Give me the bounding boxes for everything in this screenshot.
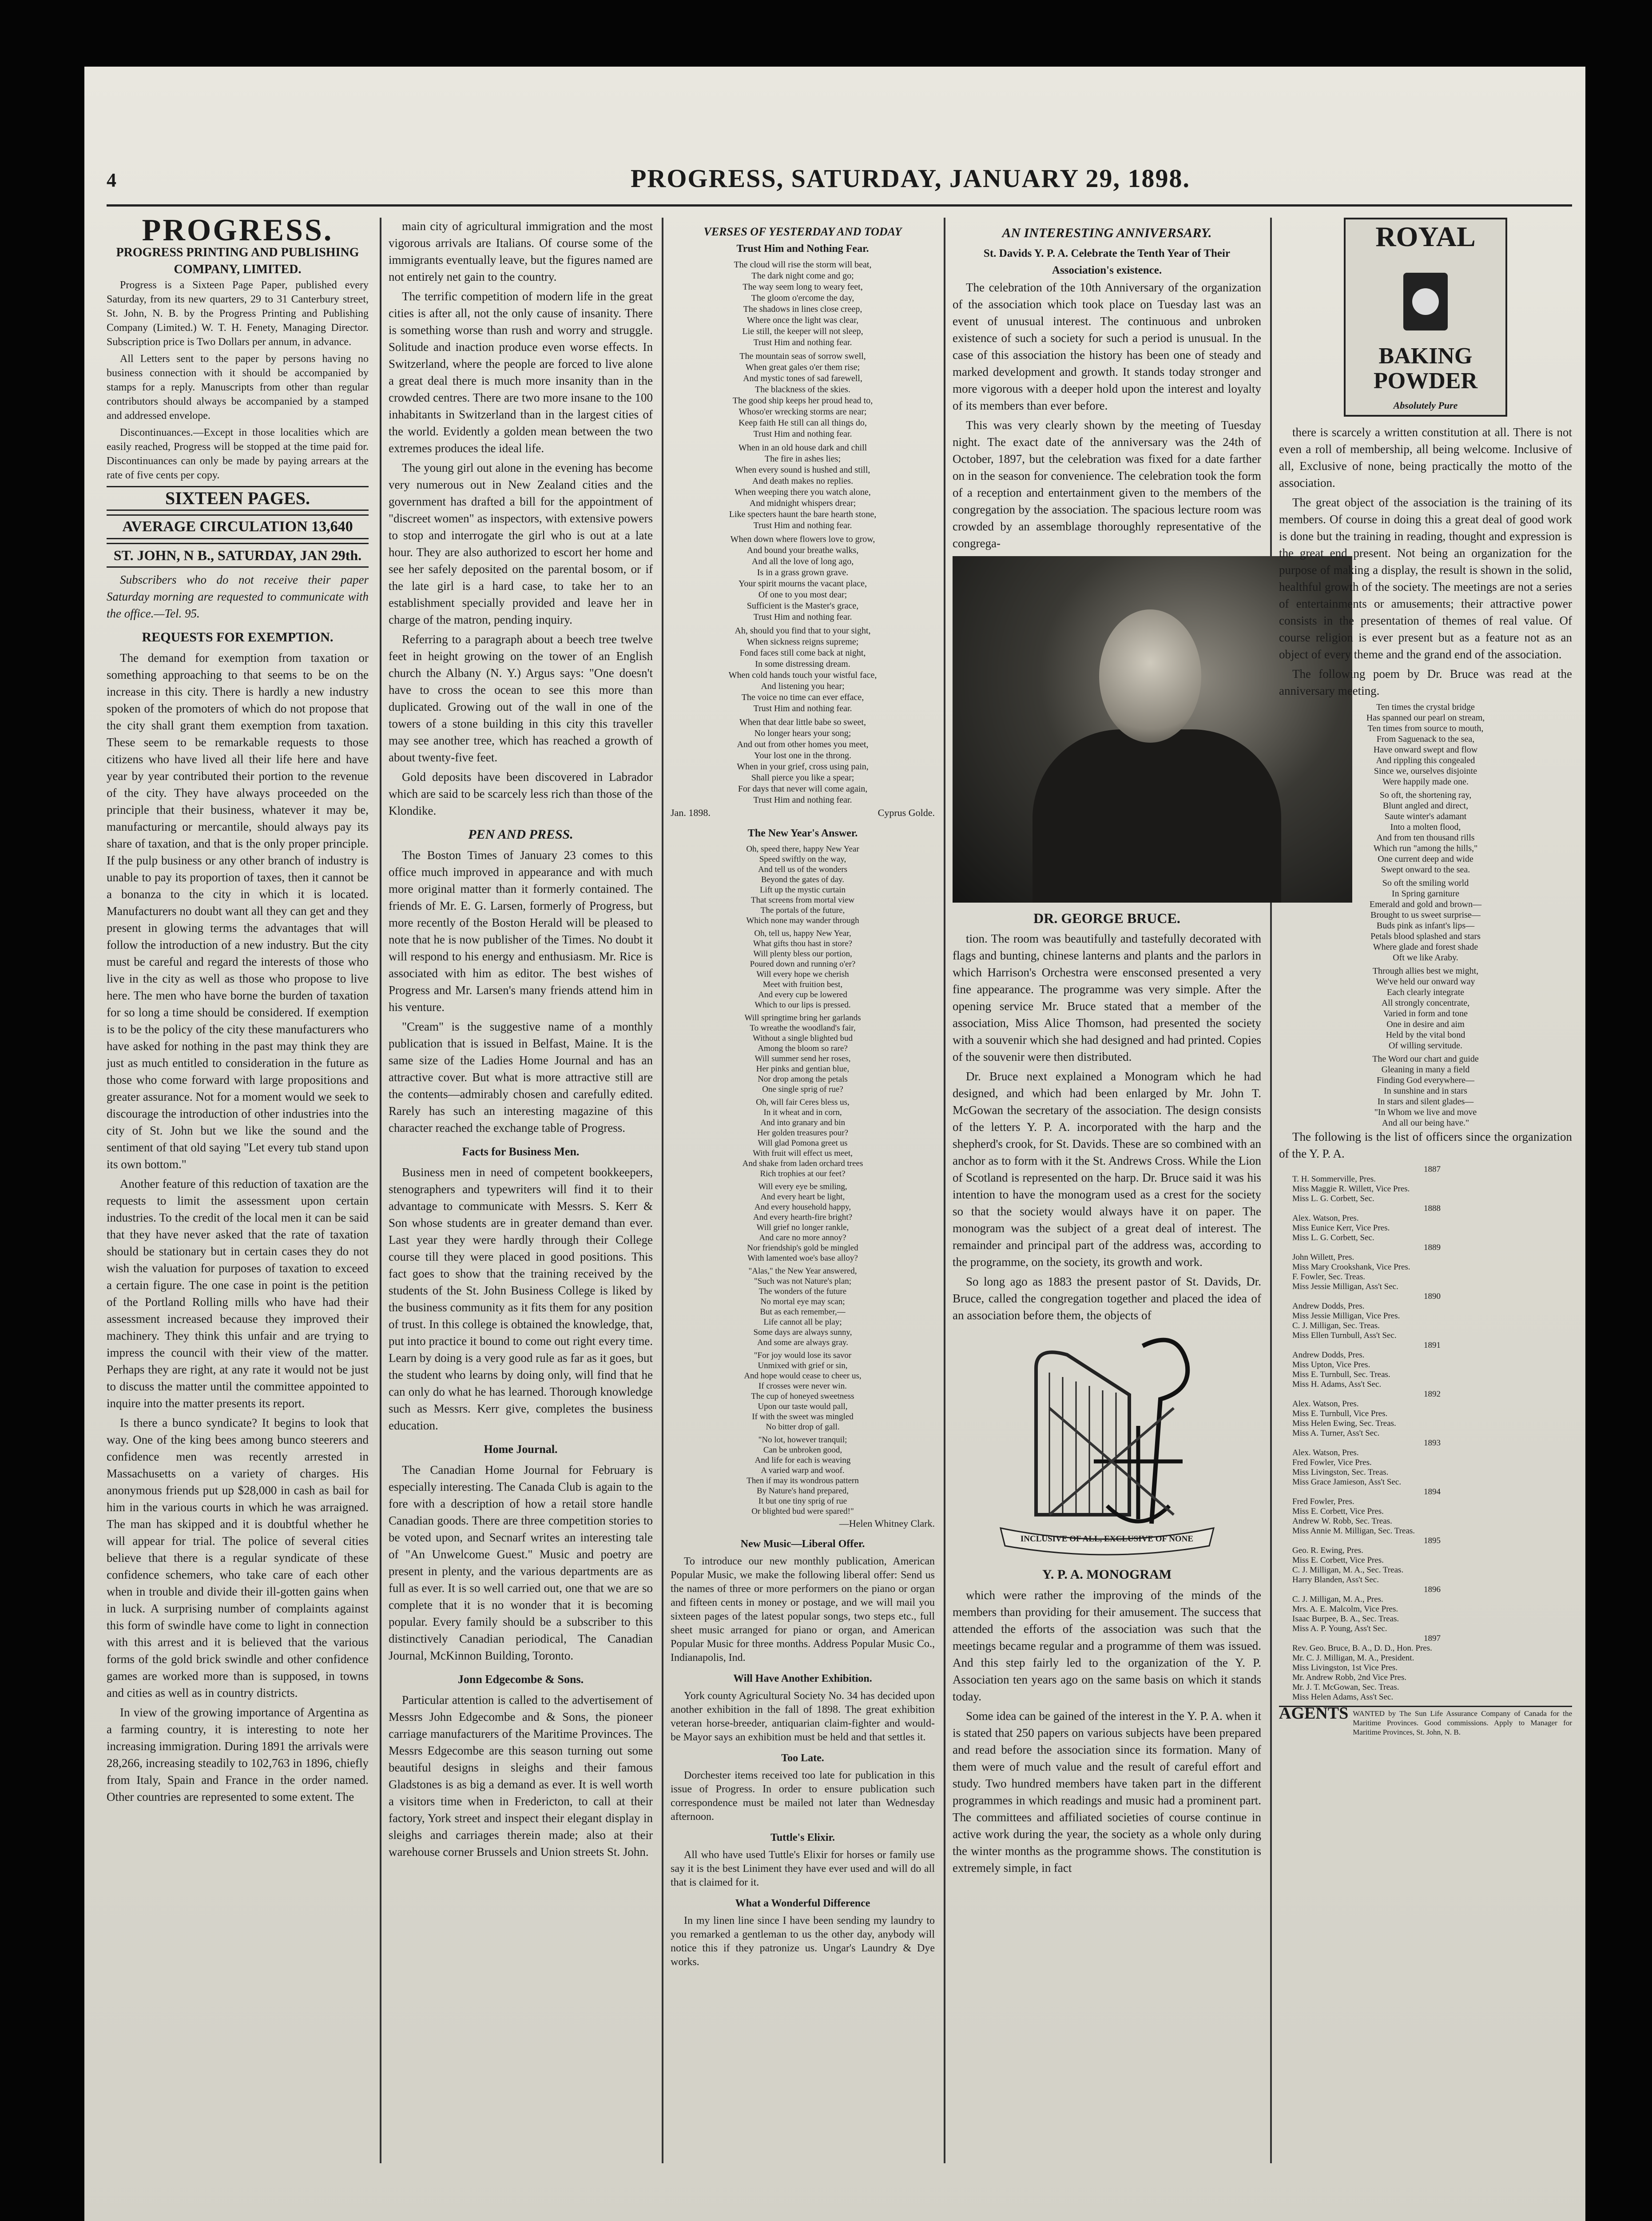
agents-label: AGENTS — [1279, 1704, 1349, 1723]
article-paragraph: Gold deposits have been discovered in Labrador which are said to be scarcely less rich than those of the Klondike. — [389, 770, 653, 817]
officer-entry: Miss Ellen Turnbull, Ass't Sec. — [1292, 1331, 1397, 1340]
officer-entry: Isaac Burpee, B. A., Sec. Treas. — [1292, 1614, 1399, 1624]
poem-line: And life for each is weaving — [755, 1456, 851, 1465]
poem-line: Nor friendship's gold be mingled — [747, 1243, 858, 1253]
poem-line: "In Whom we live and move — [1374, 1107, 1477, 1117]
article-paragraph: The terrific competition of modern life in the great cities is after all, not the only cause of insanity. There is something worse than rush and worry and struggle. Solitude and inaction produce even worse effects. In Switzerland, where the people are forced to live alone a great deal there is much more insanity than in the crowded centres. There are two more insane to the 100 inhabitants in Switzerland than in the largest cities of the world. Evidently a golden mean between the two extremes produces the ideal life. — [389, 290, 653, 455]
poem-date: Jan. 1898. — [671, 807, 711, 818]
poem-line: Sufficient is the Master's grace, — [747, 601, 859, 611]
poem-line: Speed swiftly on the way, — [759, 855, 846, 864]
article-paragraph: Some idea can be gained of the interest in the Y. P. A. when it is stated that 250 papers on various subjects have been prepared and read before the association since its formation. Many of them were of much value and the result of careful effort and study. Two hundred members have taken part in the different programmes in which readings and music had a prominent part. The committees and affiliated societies of course continue in active work during the year, the society as a whole only during the winter months as the programme shows. The constitution is extremely simple, in fact — [953, 1709, 1261, 1875]
poem-line: And tell us of the wonders — [758, 865, 848, 874]
poem-line: And every heart be light, — [760, 1192, 845, 1202]
officer-entry: F. Fowler, Sec. Treas. — [1292, 1272, 1365, 1282]
poem-line: When that dear little babe so sweet, — [739, 717, 866, 727]
poem-line: Meet with fruition best, — [762, 980, 843, 989]
article-heading: What a Wonderful Difference — [735, 1898, 870, 1909]
section-heading: VERSES OF YESTERDAY AND TODAY — [703, 225, 902, 238]
officer-entry: Miss Jessie Milligan, Vice Pres. — [1292, 1311, 1400, 1321]
poem-line: In stars and silent glades— — [1377, 1097, 1474, 1107]
poem-line: Some days are always sunny, — [753, 1328, 852, 1337]
officer-entry: Miss Eunice Kerr, Vice Pres. — [1292, 1223, 1390, 1233]
officer-entry: Miss E. Corbett, Vice Pres. — [1292, 1556, 1384, 1565]
officer-entry: C. J. Milligan, M. A., Pres. — [1292, 1595, 1383, 1604]
dateline: ST. JOHN, N B., SATURDAY, JAN 29th. — [107, 543, 369, 568]
poem-line: Will summer send her roses, — [755, 1054, 851, 1063]
officer-entry: Miss Upton, Vice Pres. — [1292, 1360, 1370, 1369]
article-paragraph: The following poem by Dr. Bruce was read at the anniversary meeting. — [1279, 667, 1572, 697]
poem-line: Were happily made one. — [1382, 777, 1469, 787]
article-paragraph: main city of agricultural immigration and the most vigorous arrivals are Italians. Of course some of the immigrants eventually leave, but the figures named are not entirely net gain to the country. — [389, 219, 653, 283]
article-paragraph: Particular attention is called to the advertisement of Messrs John Edgecombe and & Sons, the pioneer carriage manufacturers of the Maritime Provinces. The Messrs Edgecombe are this season turning out some beautiful designs in sleighs and their famous Gladstones is as big a demand as ever. It is well worth a visitors time when in Fredericton, to call at their factory, York street and inspect their elegant display in sleighs and carriages therein made; also at their warehouse corner Brussels and Union streets St. John. — [389, 1693, 653, 1859]
article-heading: Facts for Business Men. — [462, 1145, 580, 1158]
poem-line: So oft, the shortening ray, — [1379, 790, 1472, 800]
article-paragraph: In my linen line since I have been sending my laundry to you remarked a gentleman to us the other day, anybody will notice this if they patronize us. Ungar's Laundry & Dye works. — [671, 1915, 935, 1968]
poem-author: Cyprus Golde. — [878, 807, 935, 818]
poem-line: Keep faith He still can all things do, — [739, 418, 867, 428]
poem-line: That screens from mortal view — [751, 896, 855, 905]
poem-line: When cold hands touch your wistful face, — [728, 670, 877, 680]
poem-line: Among the bloom so rare? — [758, 1044, 848, 1053]
poem-line: "Such was not Nature's plan; — [754, 1277, 852, 1286]
officers-year: 1896 — [1424, 1585, 1441, 1594]
poem-line: Will every eye be smiling, — [758, 1182, 847, 1191]
poem-author: —Helen Whitney Clark. — [839, 1518, 935, 1529]
poem-line: Lift up the mystic curtain — [759, 885, 846, 895]
officer-entry: Miss Livingston, Sec. Treas. — [1292, 1468, 1389, 1477]
poem-line: Will glad Pomona greet us — [758, 1138, 848, 1148]
baking-powder-can-icon — [1399, 268, 1452, 335]
officer-entry: Alex. Watson, Pres. — [1292, 1214, 1359, 1223]
officers-year: 1894 — [1424, 1487, 1441, 1497]
article-subheading: St. Davids Y. P. A. Celebrate the Tenth Year of Their Association's existence. — [983, 247, 1231, 276]
officer-entry: Miss E. Turnbull, Sec. Treas. — [1292, 1370, 1390, 1379]
poem-line: Trust Him and nothing fear. — [753, 795, 852, 805]
poem-line: Oh, speed there, happy New Year — [746, 844, 859, 854]
subscriber-note: Subscribers who do not receive their paper Saturday morning are requested to communicate with the office.—Tel. 95. — [107, 573, 369, 620]
masthead: PROGRESS. — [142, 213, 334, 247]
poem-line: One single sprig of rue? — [762, 1085, 843, 1094]
poem-line: Lie still, the keeper will not sleep, — [742, 326, 863, 336]
officer-entry: Mrs. A. E. Malcolm, Vice Pres. — [1292, 1604, 1398, 1614]
poem-line: To wreathe the woodland's fair, — [750, 1023, 856, 1033]
page-number: 4 — [107, 169, 116, 191]
poem-line: If with the sweet was mingled — [752, 1412, 854, 1421]
poem-line: Buds pink as infant's lips— — [1376, 921, 1475, 931]
monogram-caption: Y. P. A. MONOGRAM — [1042, 1567, 1172, 1582]
portrait-face — [1099, 609, 1201, 743]
officer-entry: Miss A. Turner, Ass't Sec. — [1292, 1429, 1380, 1438]
officer-entry: Miss Livingston, 1st Vice Pres. — [1292, 1663, 1398, 1672]
officers-year: 1892 — [1424, 1389, 1441, 1399]
poem-line: A varied warp and woof. — [761, 1466, 845, 1475]
article-paragraph: The demand for exemption from taxation or something approaching to that seems to be on the increase in this city. There is hardly a new industry spoken of the promoters of which do not propose that the city shall grant them exemption from taxation. These seem to be remarkable requests to those citizens who have lived all their life here and have year by year contributed their portion to the revenue of the city. They have always proceeded on the principle that their business, whatever it may be, manufacturing or mercantile, should always pay its share of taxation, and that is the only proper principle. If the pulp business or any other branch of industry is unable to pay its proportion of taxes, then it cannot be a bonanza to the city in which it is located. Manufacturers no doubt want all they can get and they present in glowing terms the advantages that will follow the introduction of a new industry. But the city must be careful and regard the interests of those who live in the city as well as those who propose to live here. The men who have borne the burden of taxation for so long a time should be considered. If exemption is to be the policy of the city these manufacturers who have asked for nothing in the past may think they are just as much entitled to consideration in the future as those who come forward with large propositions and greater assurance. Not for a moment would we seek to discourage the introduction of other industries into the city of St. John but we like the sound and the sentiment of that old saying "Let every tub stand upon its own bottom." — [107, 651, 369, 1171]
poem-line: Trust Him and nothing fear. — [753, 704, 852, 713]
poem-line: And listening you hear; — [761, 681, 845, 691]
officer-entry: Rev. Geo. Bruce, B. A., D. D., Hon. Pres. — [1292, 1644, 1432, 1653]
poem-line: Can be unbroken good, — [763, 1445, 842, 1455]
officers-year: 1890 — [1424, 1292, 1441, 1301]
officer-entry: Miss Helen Adams, Ass't Sec. — [1292, 1692, 1394, 1702]
poem-line: Saute winter's adamant — [1384, 812, 1467, 821]
article-paragraph: Dorchester items received too late for publication in this issue of Progress. In order to ensure publication such correspondence must be mailed not later than Wednesday afternoon. — [671, 1770, 935, 1823]
poem-line: Have onward swept and flow — [1373, 745, 1478, 755]
poem — [1279, 702, 1572, 1128]
poem-line: Brought to us sweet surprise— — [1370, 910, 1481, 920]
poem-line: Unmixed with grief or sin, — [758, 1361, 848, 1370]
poem-line: When every sound is hushed and still, — [735, 465, 870, 475]
pages-banner: SIXTEEN PAGES. — [107, 486, 369, 511]
poem-line: Blunt angled and direct, — [1382, 801, 1469, 811]
article-paragraph: which were rather the improving of the minds of the members than providing for their amusement. The success that attended the efforts of the association was such that the meetings became regular and a programme of them was issued. And this step fairly led to the organization of the Y. P. Association ten years ago on the same basis on which it stands today. — [953, 1588, 1261, 1703]
officers-year: 1895 — [1424, 1536, 1441, 1545]
officer-entry: Fred Fowler, Pres. — [1292, 1497, 1354, 1506]
poem-line: Fond faces still come back at night, — [739, 648, 866, 658]
poem-line: Will every hope we cherish — [756, 970, 849, 979]
article-paragraph: The following is the list of officers since the organization of the Y. P. A. — [1279, 1130, 1572, 1160]
column-rule — [944, 218, 945, 2163]
column-4 — [953, 218, 1261, 1879]
poem-line: And all our being have." — [1382, 1118, 1469, 1128]
ad-tagline: Absolutely Pure — [1393, 400, 1458, 411]
page-header — [107, 155, 1572, 207]
officer-entry: Alex. Watson, Pres. — [1292, 1448, 1359, 1457]
agents-text: WANTED by The Sun Life Assurance Company of Canada for the Maritime Provinces. Good commissions. Apply to Manager for Maritime Provinces, St. John, N. B. — [1353, 1709, 1572, 1736]
officers-year: 1897 — [1424, 1634, 1441, 1643]
officers-year: 1891 — [1424, 1341, 1441, 1350]
poem-line: And care no more annoy? — [759, 1233, 846, 1242]
column-1 — [107, 213, 369, 1808]
poem-line: Oh, will fair Ceres bless us, — [756, 1098, 850, 1107]
poem-line: Of one to you most dear; — [758, 590, 847, 600]
poem-line: Where once the light was clear, — [747, 315, 859, 325]
ad-brand-top: ROYAL — [1375, 221, 1476, 252]
poem-line: Will springtime bring her garlands — [744, 1013, 861, 1023]
officer-entry: Miss Maggie R. Willett, Vice Pres. — [1292, 1184, 1410, 1194]
article-paragraph: York county Agricultural Society No. 34 has decided upon another exhibition in the fall of 1898. The great exhibition veteran horse-breeder, antiquarian claim-fighter and would-be Mayor says an exhibition must be held and that settles it. — [671, 1690, 935, 1743]
poem-title: Trust Him and Nothing Fear. — [736, 243, 869, 255]
column-3 — [671, 218, 935, 1972]
poem-line: Finding God everywhere— — [1377, 1075, 1474, 1085]
article-paragraph: The celebration of the 10th Anniversary of the organization of the association which took place on Tuesday last was an event of unusual interest. The continuous and unbroken existence of such a society for such a period is unusual. In the case of this association the history has been one of steady and marked development and growth. It stands today stronger and more vigorous with a deeper hold upon the interest and loyalty of its members than ever before. — [953, 281, 1261, 412]
poem-line: The cloud will rise the storm will beat, — [734, 260, 872, 270]
poem-line: Is in a grass grown grave. — [757, 568, 849, 577]
poem-line: In Spring garniture — [1391, 889, 1460, 899]
officer-entry: Andrew W. Robb, Sec. Treas. — [1292, 1516, 1392, 1526]
poem-line: Ten times the crystal bridge — [1376, 702, 1475, 712]
page-title: PROGRESS, SATURDAY, JANUARY 29, 1898. — [631, 164, 1191, 193]
article-paragraph: The great object of the association is the training of its members. Of course in doing this a great deal of good work is done but the training in reading, thought and expression is the great end present. Not being an organization for the purpose of making a display, the result is shown in the solid, healthful growth of the society. The meetings are not a series of entertainments or amusements; their attractive power consists in the presentation of themes of real value. Of course religion is ever present but as a feature not as an object of every theme and the grand end of the association. — [1279, 496, 1572, 661]
poem-line: The blackness of the skies. — [755, 385, 850, 394]
monogram-image — [983, 1328, 1231, 1559]
officers-year: 1887 — [1424, 1165, 1441, 1174]
poem-line: And mystic tones of sad farewell, — [743, 374, 862, 383]
officer-entry: Geo. R. Ewing, Pres. — [1292, 1546, 1363, 1555]
poem-line: With fruit will effect us meet, — [753, 1149, 853, 1158]
article-paragraph: "Cream" is the suggestive name of a monthly publication that is issued in Belfast, Maine. It is the same size of the Ladies Home Journal and has an attractive cover. But what is more attractive still are the contents—admirably chosen and carefully edited. Rarely has such an interesting magazine of this character reached the exchange table of Progress. — [389, 1020, 653, 1134]
poem-line: What gifts thou hast in store? — [753, 939, 853, 948]
agents-advertisement — [1279, 1706, 1572, 1737]
poem-line: The portals of the future, — [760, 906, 845, 915]
poem-line: Or blighted bud were spared!" — [751, 1507, 854, 1516]
poem-line: When great gales o'er them rise; — [745, 362, 860, 372]
poem-line: If crosses were never win. — [758, 1381, 847, 1391]
poem-line: Held by the vital bond — [1386, 1030, 1465, 1040]
officer-entry: Miss Jessie Milligan, Ass't Sec. — [1292, 1282, 1398, 1291]
article-paragraph: Business men in need of competent bookkeepers, stenographers and typewriters will find it to their advantage to communicate with Messrs. S. Kerr & Son whose students are in greater demand than ever. Last year they were hardly through their College course till they were placed in good positions. This fact goes to show that the training received by the students of the St. John Business College is liked by the business community as it fits them for any position of trust. In this college is obtained the knowledge, that, put into practice it bound to come out right every time. Learn by doing is a very good rule as far as it goes, but the student who learns by doing only, will find that he can only do what he has learned. Thorough knowledge such as Messrs. Kerr give, completes the business education. — [389, 1166, 653, 1432]
poem-line: The good ship keeps her proud head to, — [732, 396, 873, 406]
poem-line: But as each remember,— — [760, 1307, 846, 1317]
poem-line: The Word our chart and guide — [1372, 1054, 1479, 1064]
poem-line: No bitter drop of gall. — [766, 1422, 840, 1432]
portrait-coat — [1032, 729, 1281, 903]
poem-line: Like specters haunt the bare hearth stone, — [729, 509, 877, 519]
poem-line: The mountain seas of sorrow swell, — [739, 351, 866, 361]
poem-line: And into granary and bin — [760, 1118, 845, 1127]
article-paragraph: The Canadian Home Journal for February is especially interesting. The Canada Club is again to the fore with a description of how a retail store handle Canadian goods. There are three competition stories to be voted upon, and Secnarf writes an interesting tale of "An Unwelcome Guest." Music and poetry are present in plenty, and the various departments are as full as ever. It is so well carried out, one that we are so complete that it is no wonder that it is becoming popular. Every family should be a subscriber to this distinctively Canadian periodical, The Canadian Journal, McKinnon Building, Toronto. — [389, 1463, 653, 1662]
poem — [671, 844, 935, 1516]
poem-line: Ten times from source to mouth, — [1367, 724, 1484, 733]
article-paragraph: This was very clearly shown by the meeting of Tuesday night. The exact date of the anniversary was the 24th of October, 1897, but the celebration was fixed for a date farther on in the season for convenience. The celebration took the form of a reception and entertainment given to the members of the congregation by the association. The spacious lecture room was crowded by an assemblage thoroughly representative of the congrega- — [953, 418, 1261, 550]
poem-line: And rippling this congealed — [1376, 756, 1475, 765]
poem-line: When weeping there you watch alone, — [735, 487, 871, 497]
poem-line: When in an old house dark and chill — [738, 443, 867, 453]
poem-line: Upon our taste would pall, — [758, 1402, 848, 1411]
poem-line: And death makes no replies. — [752, 476, 854, 486]
officer-entry: T. H. Sommerville, Pres. — [1292, 1174, 1376, 1184]
poem-line: When sickness reigns supreme; — [747, 637, 859, 647]
officer-entry: Fred Fowler, Vice Pres. — [1292, 1458, 1372, 1467]
poem-line: For days that never will come again, — [738, 784, 868, 794]
poem-line: Nor drop among the petals — [758, 1075, 848, 1084]
poem-line: And every cup be lowered — [758, 990, 847, 999]
officer-entry: John Willett, Pres. — [1292, 1253, 1354, 1262]
poem-line: Will plenty bless our portion, — [753, 949, 852, 959]
poem-line: So oft the smiling world — [1382, 878, 1469, 888]
officer-entry: Miss A. P. Young, Ass't Sec. — [1292, 1624, 1387, 1633]
poem-line: By Nature's hand prepared, — [756, 1486, 849, 1496]
poem-line: When down where flowers love to grow, — [730, 534, 875, 544]
column-5 — [1279, 218, 1572, 1737]
section-heading: PEN AND PRESS. — [468, 827, 573, 842]
poem-line: And bound your breathe walks, — [747, 545, 859, 555]
officer-entry: Miss E. Turnbull, Vice Pres. — [1292, 1409, 1388, 1418]
officer-entry: Miss Annie M. Milligan, Sec. Treas. — [1292, 1526, 1415, 1536]
poem-line: The dark night come and go; — [751, 271, 854, 281]
portrait-caption: DR. GEORGE BRUCE. — [1033, 910, 1180, 926]
poem-line: Of willing servitude. — [1388, 1041, 1463, 1051]
poem-line: The cup of honeyed sweetness — [751, 1392, 854, 1401]
article-heading: Tuttle's Elixir. — [770, 1832, 835, 1843]
article-paragraph: The Boston Times of January 23 comes to this office much improved in appearance and with much more original matter than it formerly contained. The friends of Mr. E. G. Larsen, formerly of Progress, but more recently of the Boston Herald will be pleased to note that he is now publisher of the Times. No doubt it will respond to his energy and enthusiasm. Mr. Rice is associated with him as editor. The best wishes of Progress and Mr. Larsen's many friends attend him in his venture. — [389, 848, 653, 1014]
notice-paragraph: Progress is a Sixteen Page Paper, published every Saturday, from its new quarters, 29 to 31 Canterbury street, St. John, N. B. by the Progress Printing and Publishing Company (Limited.) W. T. H. Fenety, Managing Director. Subscription price is Two Dollars per annum, in advance. — [107, 279, 369, 348]
poem-line: Without a single blighted bud — [752, 1034, 853, 1043]
article-paragraph: Dr. Bruce next explained a Monogram which he had designed, and which had been enlarged by Mr. John T. McGowan the secretary of the association. The design consists of the letters Y. P. A. incorporated with the harp and the shepherd's crook, for St. Davids. These are so combined with an anchor as to form with it the St. Andrews Cross. While the Lion of Scotland is represented on the harp. Dr. Bruce said it was his intention to have the monogram used as a crest for the society so that the society would always have it on paper. The monogram was the subject of a great deal of interest. The remainder and principal part of the address was, according to the programme, on the society, its growth and work. — [953, 1070, 1261, 1269]
poem-line: The gloom o'ercome the day, — [751, 293, 854, 303]
article-paragraph: So long ago as 1883 the present pastor of St. Davids, Dr. Bruce, called the congregation together and placed the idea of an association before them, the objects of — [953, 1275, 1261, 1322]
poem-line: Shall pierce you like a spear; — [751, 773, 854, 783]
article-paragraph: there is scarcely a written constitution at all. There is not even a roll of membership, all being welcome. Inclusive of all, Exclusive of none, being practically the motto of the association. — [1279, 426, 1572, 490]
poem-line: The way seem long to weary feet, — [743, 282, 863, 292]
article-paragraph: The young girl out alone in the evening has become very numerous out in New Zealand cities and the government has drafted a bill for the appointment of "discreet women" as inspectors, with extensive powers to stop and interrogate the girl who is out at a late hour. They are also authorized to escort her home and see her safely deposited on the parental bosom, or if the late girl is a hard case, to take her to an establishment specially provided and leave her in charge of the matron, pending inquiry. — [389, 461, 653, 626]
poem-line: Ah, should you find that to your sight, — [735, 626, 871, 636]
poem — [671, 259, 935, 806]
poem-line: Gleaning in many a field — [1381, 1065, 1470, 1075]
poem-line: With lamented woe's base alloy? — [747, 1254, 858, 1263]
poem-line: The shadows in lines close creep, — [743, 304, 862, 314]
poem-line: One in desire and aim — [1386, 1019, 1465, 1029]
poem-title: The New Year's Answer. — [747, 828, 858, 839]
officer-entry: Andrew Dodds, Pres. — [1292, 1350, 1365, 1360]
officer-entry: Mr. J. T. McGowan, Sec. Treas. — [1292, 1683, 1399, 1692]
officer-entry: Harry Blanden, Ass't Sec. — [1292, 1575, 1379, 1584]
poem-line: And hope would cease to cheer us, — [744, 1371, 862, 1381]
officer-entry: Miss H. Adams, Ass't Sec. — [1292, 1380, 1382, 1389]
poem-line: Then if may its wondrous pattern — [747, 1476, 859, 1485]
officer-entry: Miss E. Corbett, Vice Pres. — [1292, 1507, 1384, 1516]
publisher-line: PROGRESS PRINTING AND PUBLISHING COMPANY, LIMITED. — [116, 246, 359, 276]
poem-line: And shake from laden orchard trees — [742, 1159, 863, 1168]
article-paragraph: Another feature of this reduction of taxation are the requests to limit the assessment upon certain industries. To the credit of the local men it can be said that they have never asked that the rate of taxation should be stationary but in certain cases they do not wish the valuation for purposes of taxation to exceed a certain figure. The one case in point is the petition of the Portland Rolling mills who have had their assessment increased because they improved their machinery. They think this unfair and are trying to impress the council with their view of the matter. Perhaps they are right, at any rate it would not be just to discuss the matter until the committee appointed to inquire into the matter presents its report. — [107, 1177, 369, 1410]
officer-entry: Mr. Andrew Robb, 2nd Vice Pres. — [1292, 1673, 1407, 1682]
article-heading: Home Journal. — [484, 1443, 558, 1456]
ad-brand-bottom: BAKING POWDER — [1374, 343, 1477, 394]
baking-powder-advertisement — [1344, 218, 1507, 417]
officers-year: 1889 — [1424, 1243, 1441, 1252]
article-heading: REQUESTS FOR EXEMPTION. — [142, 630, 334, 645]
column-rule — [1270, 218, 1272, 2163]
poem-line: Which run "among the hills," — [1373, 844, 1478, 853]
poem-line: The voice no time can ever efface, — [741, 693, 864, 702]
poem-line: Into a molten flood, — [1390, 822, 1461, 832]
poem-line: Varied in form and tone — [1383, 1009, 1468, 1019]
poem-line: The fire in ashes lies; — [764, 454, 841, 464]
article-paragraph: All who have used Tuttle's Elixir for horses or family use say it is the best Liniment they have ever used and will do all that is claimed for it. — [671, 1849, 935, 1888]
harp-anchor-monogram-icon — [983, 1328, 1231, 1559]
poem-line: The wonders of the future — [758, 1287, 847, 1296]
poem-line: Trust Him and nothing fear. — [753, 429, 852, 439]
officer-entry: C. J. Milligan, M. A., Sec. Treas. — [1292, 1565, 1404, 1575]
poem-line: Which none may wander through — [746, 916, 859, 925]
poem-line: Rich trophies at our feet? — [760, 1169, 846, 1178]
article-paragraph: To introduce our new monthly publication, American Popular Music, we make the following liberal offer: Send us the names of three or more performers on the piano or organ and fifteen cents in money or postage, and we will mail you sixteen pages of the latest popular songs, two steps etc., full sheet music arranged for piano or organ, and American Popular Music for three months. Address Popular Music Co., Indianapolis, Ind. — [671, 1556, 935, 1664]
poem-line: Petals blood splashed and stars — [1370, 931, 1481, 941]
poem-line: In some distressing dream. — [755, 659, 850, 669]
column-rule — [380, 218, 381, 2163]
article-heading: Will Have Another Exhibition. — [733, 1673, 872, 1684]
officers-list — [1279, 1165, 1572, 1702]
poem-line: Poured down and running o'er? — [750, 959, 856, 969]
poem-line: Will grief no longer rankle, — [756, 1223, 849, 1232]
poem-line: In it wheat and in corn, — [763, 1108, 842, 1117]
poem-line: Which to our lips is pressed. — [755, 1000, 851, 1010]
poem-line: It but one tiny sprig of rue — [758, 1497, 847, 1506]
column-2 — [389, 218, 653, 1863]
officers-year: 1888 — [1424, 1204, 1441, 1213]
officer-entry: Miss Grace Jamieson, Ass't Sec. — [1292, 1477, 1402, 1487]
article-heading: New Music—Liberal Offer. — [740, 1538, 865, 1550]
section-heading: AN INTERESTING ANNIVERSARY. — [1002, 226, 1212, 240]
officer-entry: Miss Mary Crookshank, Vice Pres. — [1292, 1262, 1410, 1272]
officer-entry: Miss L. G. Corbett, Sec. — [1292, 1194, 1374, 1203]
poem-line: And every household happy, — [754, 1202, 851, 1212]
article-paragraph: In view of the growing importance of Argentina as a farming country, it is interesting to note her increasing immigration. During 1891 the arrivals were 28,266, increasing steadily to 102,763 in 1896, chiefly from Italy, Spain and France in the order named. Other countries are represented to some extent. The — [107, 1706, 369, 1803]
poem-line: Her golden treasures pour? — [757, 1128, 849, 1138]
column-rule — [662, 218, 663, 2163]
poem-line: Swept onward to the sea. — [1381, 865, 1470, 875]
officer-entry: Mr. C. J. Milligan, M. A., President. — [1292, 1653, 1414, 1663]
poem-line: And midnight whispers drear; — [749, 498, 856, 508]
poem-line: And out from other homes you meet, — [737, 740, 869, 749]
notice-paragraph: Discontinuances.—Except in those localities which are easily reached, Progress will be stopped at the time paid for. Discontinuances can only be made by paying arrears at the rate of five cents per copy. — [107, 427, 369, 481]
poem-line: "For joy would lose its savor — [754, 1351, 852, 1360]
poem-line: Trust Him and nothing fear. — [753, 521, 852, 530]
officer-entry: Andrew Dodds, Pres. — [1292, 1302, 1365, 1311]
poem-line: Has spanned our pearl on stream, — [1366, 713, 1485, 723]
poem-line: Beyond the gates of day. — [761, 875, 845, 884]
article-paragraph: Referring to a paragraph about a beech tree twelve feet in height growing on the tower of an English church the Albany (N. Y.) Argus says: "One doesn't have to cross the ocean to see this more than duplicated. Growing out of the wall in one of the towers of a stone building in this city this traveller may see another tree, which has reached a growth of about twenty-five feet. — [389, 633, 653, 764]
poem-line: Through allies best we might, — [1372, 966, 1479, 976]
poem-line: And some are always gray. — [757, 1338, 849, 1347]
poem-line: "Alas," the New Year answered, — [748, 1266, 857, 1276]
poem-line: When in your grief, cross using pain, — [737, 762, 869, 772]
officer-entry: Miss L. G. Corbett, Sec. — [1292, 1233, 1374, 1242]
poem-line: Your lost one in the throng. — [754, 751, 852, 760]
poem-line: And all the love of long ago, — [751, 557, 854, 566]
officer-entry: C. J. Milligan, Sec. Treas. — [1292, 1321, 1380, 1330]
poem-line: Her pinks and gentian blue, — [756, 1064, 850, 1074]
circulation-banner: AVERAGE CIRCULATION 13,640 — [107, 514, 369, 539]
poem-line: We've held our onward way — [1376, 977, 1475, 987]
poem-line: "No lot, however tranquil; — [758, 1435, 847, 1445]
poem-line: Where glade and forest shade — [1373, 942, 1478, 952]
poem-line: Oft we like Araby. — [1393, 953, 1458, 963]
officer-entry: Miss Helen Ewing, Sec. Treas. — [1292, 1419, 1396, 1428]
poem-line: Since we, ourselves disjointe — [1374, 766, 1477, 776]
poem-line: Emerald and gold and brown— — [1369, 900, 1482, 909]
officer-entry: Alex. Watson, Pres. — [1292, 1399, 1359, 1409]
poem-line: One current deep and wide — [1378, 854, 1473, 864]
poem-line: Life cannot all be play; — [763, 1317, 842, 1327]
notice-paragraph: All Letters sent to the paper by persons having no business connection with it should be accompanied by stamps for a reply. Manuscripts from other than regular contributors should always be accompanied by a stamped and addressed envelope. — [107, 353, 369, 422]
poem-line: All strongly concentrate, — [1381, 998, 1470, 1008]
poem-line: Trust Him and nothing fear. — [753, 612, 852, 622]
poem-line: No longer hears your song; — [754, 728, 851, 738]
poem-line: Your spirit mourns the vacant place, — [738, 579, 867, 589]
monogram-banner: INCLUSIVE OF ALL, EXCLUSIVE OF NONE — [1020, 1534, 1194, 1544]
poem-line: Oh, tell us, happy New Year, — [754, 929, 851, 938]
poem-line: Trust Him and nothing fear. — [753, 338, 852, 347]
poem-line: And every hearth-fire bright? — [753, 1213, 853, 1222]
poem-line: From Saguenack to the sea, — [1376, 734, 1475, 744]
article-heading: Jonn Edgecombe & Sons. — [457, 1673, 584, 1686]
article-paragraph: tion. The room was beautifully and tastefully decorated with flags and bunting, chinese lanterns and plants and the parlors in which Harrison's Orchestra were ensconsed presented a very fine appearance. The programme was very simple. After the opening service Mr. Bruce stated that a member of the association, Miss Alice Thomson, had presented the society with a souvenir which she had designed and had printed. Copies of the souvenir were then distributed. — [953, 932, 1261, 1063]
poem-line: In sunshine and in stars — [1384, 1086, 1467, 1096]
poem-line: Each clearly integrate — [1386, 987, 1465, 997]
poem-line: No mortal eye may scan; — [760, 1297, 845, 1306]
poem-line: Whoso'er wrecking storms are near; — [739, 407, 867, 417]
article-paragraph: Is there a bunco syndicate? It begins to look that way. One of the king bees among bunco steerers and confidence men was recently arrested in Massachusetts on a variety of charges. His anonymous friends put up $28,000 in cash as bail for him in the various courts in which he was arraigned. The man has skipped and it is doubtful whether he will appear for trial. The police of several cities believe that there is a regular syndicate of these confidence schemers, who take care of each other when in trouble and divide their ill-gotten gains when in luck. A surprising number of complaints against this form of swindle have come to light in connection with this arrest and it is believed that the various forms of the gold brick swindle and other confidence games are worked more than is supposed, in towns and cities as well as in country districts. — [107, 1416, 369, 1700]
article-heading: Too Late. — [781, 1752, 824, 1764]
poem-line: And from ten thousand rills — [1376, 833, 1475, 843]
officers-year: 1893 — [1424, 1438, 1441, 1448]
